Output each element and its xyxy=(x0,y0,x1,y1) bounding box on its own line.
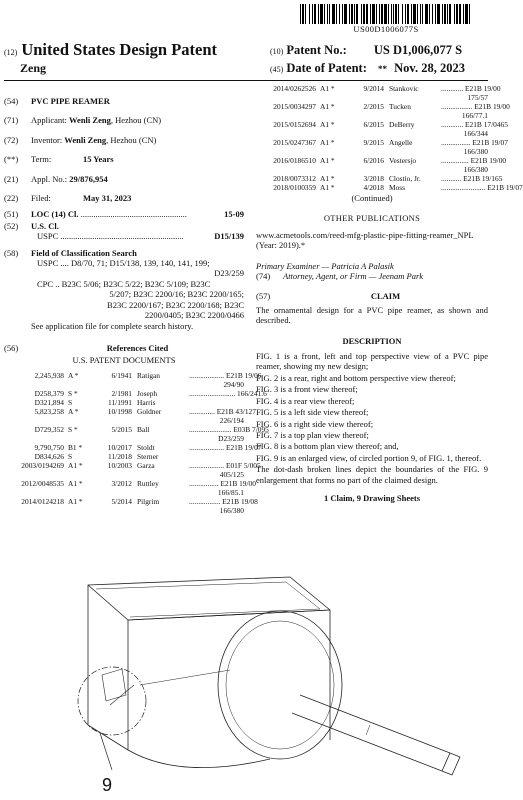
reference-class-continuation: 166/380 xyxy=(219,505,244,515)
barcode-bar xyxy=(314,4,316,24)
reference-kind: A1 * xyxy=(320,102,335,111)
barcode-bar xyxy=(391,4,392,24)
shaft-ring xyxy=(366,725,370,735)
description-line: FIG. 6 is a right side view thereof; xyxy=(256,418,374,429)
attorney-field: (74) Attorney, Agent, or Firm — Jeenam Park xyxy=(256,271,424,282)
barcode-bar xyxy=(329,4,330,24)
cutter-edge xyxy=(110,685,134,705)
reference-row xyxy=(4,496,258,506)
other-publications-heading: OTHER PUBLICATIONS xyxy=(323,213,421,224)
reference-number: 2003/0194269 xyxy=(21,460,64,470)
barcode-bar xyxy=(356,4,358,24)
reference-inventor: Clostio, Jr. xyxy=(389,174,421,183)
applicant-field: (71) Applicant: Wenli Zeng, Hezhou (CN) xyxy=(4,115,162,126)
reference-number: 2018/0100359 xyxy=(273,183,316,192)
reference-kind: A1 * xyxy=(68,460,83,470)
barcode-bar xyxy=(420,4,421,24)
continued-label: (Continued) xyxy=(351,193,393,203)
reference-row xyxy=(256,138,508,147)
reference-date: 5/2014 xyxy=(111,496,132,506)
reference-date: 10/1998 xyxy=(107,406,132,416)
reference-class-continuation: 175/57 xyxy=(467,93,488,102)
reference-class: ....................... E03B 7/095 xyxy=(189,424,269,434)
reference-date: 9/2014 xyxy=(363,84,384,93)
reference-class-continuation: 166/380 xyxy=(463,165,488,174)
reference-inventor: DeBerry xyxy=(389,120,415,129)
reference-class xyxy=(189,398,244,407)
cylinder-bottom-edge xyxy=(128,750,270,768)
cylinder-end xyxy=(218,611,342,759)
barcode-bar xyxy=(344,4,347,24)
barcode-bar xyxy=(354,4,355,24)
reference-class-continuation: 166/344 xyxy=(463,129,488,138)
barcode-bar xyxy=(405,4,406,24)
barcode-bar xyxy=(318,4,319,24)
reference-class-continuation: 405/125 xyxy=(219,469,244,479)
description-line: FIG. 5 is a left side view thereof; xyxy=(256,407,369,418)
reference-inventor: Pilgrim xyxy=(137,496,160,506)
reference-class: ......................... 166/241.6 xyxy=(189,388,267,398)
description-line: FIG. 3 is a front view thereof; xyxy=(256,384,358,395)
right-column xyxy=(256,84,523,503)
reference-row xyxy=(256,174,503,183)
reference-kind: A1 * xyxy=(320,138,335,147)
reference-inventor: Ratigan xyxy=(137,370,160,380)
patent-type-title: (12) United States Design Patent xyxy=(4,40,218,59)
barcode-bar xyxy=(463,4,464,24)
reference-class: ........................ E21B 19/07 xyxy=(441,183,523,192)
reference-number: 2012/0048535 xyxy=(21,478,64,488)
barcode-bar xyxy=(312,4,313,24)
reference-row xyxy=(4,452,244,461)
reference-number: 2015/0247367 xyxy=(273,138,316,147)
barcode-bar xyxy=(332,4,335,24)
reference-date: 3/2018 xyxy=(363,174,384,183)
barcode-bar xyxy=(384,4,387,24)
reference-row xyxy=(256,120,508,129)
reference-class: .............. E21B 43/127 xyxy=(189,406,256,416)
reference-kind: B1 * xyxy=(68,442,83,452)
reference-number: 2015/0034297 xyxy=(273,102,316,111)
barcode-bar xyxy=(413,4,416,24)
barcode-bar xyxy=(372,4,375,24)
reference-number: 2018/0073312 xyxy=(273,174,316,183)
reference-kind: A1 * xyxy=(320,183,335,192)
reference-inventor: Sterner xyxy=(137,451,159,461)
description-line: The dot-dash broken lines depict the boundaries of the FIG. 9 enlargement that forms no part of the claimed design. xyxy=(256,464,488,485)
reference-row xyxy=(256,156,507,165)
patent-number-line: (10) Patent No.: US D1,006,077 S xyxy=(270,43,463,57)
barcode-bar xyxy=(395,4,397,24)
reference-class: ............ E21B 19/00 xyxy=(441,84,501,93)
us-class-field: (52) U.S. Cl. xyxy=(4,220,59,231)
title-field: (54) PVC PIPE REAMER xyxy=(4,96,110,106)
barcode-bar xyxy=(363,4,365,24)
reference-number: 9,790,750 xyxy=(34,442,64,452)
reference-number: D834,626 xyxy=(34,451,64,461)
description-heading: DESCRIPTION xyxy=(342,335,402,346)
reference-date: 11/1991 xyxy=(108,397,132,407)
description-line: FIG. 9 is an enlarged view, of circled portion 9, of FIG. 1, thereof. xyxy=(256,452,482,463)
reference-row xyxy=(4,370,262,380)
right-references-list xyxy=(256,84,523,192)
references-cited-heading: (56) References Cited xyxy=(4,342,169,353)
reference-class-continuation: 166/85.1 xyxy=(217,487,244,497)
reference-class-continuation: 294/90 xyxy=(223,379,244,389)
barcode-bar xyxy=(398,4,399,24)
reference-row xyxy=(4,424,269,434)
application-number-field: (21) Appl. No.: 29/876,954 xyxy=(4,173,108,184)
reference-number: D321,894 xyxy=(34,397,64,407)
reference-class: ............ E21B 17/0465 xyxy=(441,120,508,129)
reference-date: 6/1941 xyxy=(111,370,132,380)
barcode-bar xyxy=(300,4,301,24)
barcode-bar xyxy=(411,4,412,24)
patent-drawing-fig1 xyxy=(30,565,488,795)
barcode-bar xyxy=(459,4,461,24)
block-front-edge xyxy=(128,610,330,740)
barcode-bar xyxy=(456,4,458,24)
reference-number: 2016/0186510 xyxy=(273,156,316,165)
reference-inventor: Ball xyxy=(137,424,150,434)
reference-row xyxy=(4,460,261,470)
other-publication-entry: www.acmetools.com/reed-mfg-plastic-pipe-fitting-reamer_NPL (Year: 2019).* xyxy=(256,229,474,251)
reference-kind: A1 * xyxy=(320,156,335,165)
reference-kind: A1 * xyxy=(320,84,335,93)
reference-inventor: Goldner xyxy=(137,406,162,416)
barcode-bar xyxy=(402,4,403,24)
reference-number: 2014/0262526 xyxy=(273,84,316,93)
reference-class: ........... E21B 19/165 xyxy=(441,174,503,183)
barcode-bar xyxy=(376,4,377,24)
reference-kind: S xyxy=(68,397,73,407)
date-of-patent-line: (45) Date of Patent: ** Nov. 28, 2023 xyxy=(270,61,465,75)
barcode-bar xyxy=(429,4,430,24)
barcode-bar xyxy=(393,4,394,24)
reference-inventor: Stoldt xyxy=(137,442,155,452)
reference-inventor: Moss xyxy=(389,183,406,192)
barcode-bar xyxy=(422,4,423,24)
reference-inventor: Garza xyxy=(137,460,155,470)
reference-kind: A1 * xyxy=(320,120,335,129)
reference-class-continuation: 166/77.1 xyxy=(461,111,488,120)
inventor-field: (72) Inventor: Wenli Zeng, Hezhou (CN) xyxy=(4,134,157,145)
reference-class: ................ E21B 19/00 xyxy=(189,478,256,488)
reference-class: ................. E21B 19/08 xyxy=(189,496,258,506)
reference-date: 5/2015 xyxy=(111,424,132,434)
reference-row xyxy=(4,478,256,488)
cylinder-end-inner xyxy=(226,621,334,749)
term-field: (**) Term: 15 Years xyxy=(4,154,114,165)
reference-kind: S * xyxy=(68,388,78,398)
claims-summary: 1 Claim, 9 Drawing Sheets xyxy=(323,492,421,503)
reference-inventor: Vestersjo xyxy=(389,156,417,165)
barcode-bar xyxy=(442,4,443,24)
reference-kind: S xyxy=(68,451,73,461)
block-left-face xyxy=(88,585,128,750)
reference-row xyxy=(4,442,262,452)
barcode-bar xyxy=(302,4,304,24)
barcode-bar xyxy=(417,4,418,24)
claim-text: The ornamental design for a PVC pipe reamer, as shown and described. xyxy=(256,304,488,326)
filed-field: (22) Filed: May 31, 2023 xyxy=(4,193,132,204)
reference-inventor: Harris xyxy=(137,397,156,407)
cylinder-mid-line xyxy=(140,670,230,685)
barcode-bar xyxy=(305,4,306,24)
description-line: FIG. 4 is a rear view thereof; xyxy=(256,395,355,406)
reference-date: 11/2018 xyxy=(108,451,132,461)
barcode-bar xyxy=(349,4,350,24)
reference-class xyxy=(189,452,244,461)
description-body xyxy=(256,351,488,485)
reference-class: ................. E21B 19/00 xyxy=(441,102,510,111)
reference-row xyxy=(256,84,501,93)
barcode-bar xyxy=(361,4,362,24)
reference-date: 4/2018 xyxy=(363,183,384,192)
reference-kind: A * xyxy=(68,406,79,416)
reference-kind: A * xyxy=(68,370,79,380)
patent-number: US D1,006,077 S xyxy=(373,43,463,57)
uspc-field: USPC .......................................................... D15/139 xyxy=(37,231,244,242)
barcode-bar xyxy=(339,4,340,24)
barcode-bar xyxy=(469,4,470,24)
fig9-callout-label: 9 xyxy=(102,775,113,795)
description-line: FIG. 2 is a rear, right and bottom perspective view thereof; xyxy=(256,372,456,383)
reference-class: ................... E21B 19/06 xyxy=(189,370,262,380)
barcode-bar xyxy=(454,4,455,24)
reference-inventor: Angelle xyxy=(389,138,413,147)
reference-date: 2/2015 xyxy=(363,102,384,111)
patent-barcode xyxy=(300,4,472,24)
description-line: FIG. 1 is a front, left and top perspective view of a PVC pipe reamer, showing my new design; xyxy=(256,351,488,372)
reference-row xyxy=(4,388,267,398)
barcode-bar xyxy=(336,4,337,24)
barcode-bar xyxy=(324,4,325,24)
barcode-bar xyxy=(407,4,409,24)
reference-class-continuation: D23/259 xyxy=(218,433,244,443)
reference-class-continuation: 166/380 xyxy=(463,147,488,156)
reference-inventor: Ruttley xyxy=(137,478,159,488)
barcode-bar xyxy=(309,4,310,24)
reference-number: D258,379 xyxy=(34,388,64,398)
reference-kind: A1 * xyxy=(68,496,83,506)
inventor-surname: Zeng xyxy=(20,61,47,75)
barcode-bar xyxy=(444,4,446,24)
us-patent-documents-heading: U.S. PATENT DOCUMENTS xyxy=(72,355,176,366)
description-line: FIG. 7 is a top plan view thereof; xyxy=(256,429,369,440)
reference-number: 5,823,258 xyxy=(34,406,64,416)
reference-row xyxy=(4,406,256,416)
barcode-bar xyxy=(379,4,380,24)
reference-date: 9/2015 xyxy=(363,138,384,147)
reference-kind: A1 * xyxy=(320,174,335,183)
reference-row xyxy=(256,183,523,192)
reference-class: ................ E21B 19/07 xyxy=(441,138,508,147)
barcode-bar xyxy=(447,4,448,24)
reference-class: ................... E01F 5/005 xyxy=(189,460,261,470)
header-rule xyxy=(4,80,488,81)
loc-class-field: (51) LOC (14) Cl. .................................................. 15-09 xyxy=(4,209,244,220)
barcode-bar xyxy=(449,4,451,24)
barcode-bar xyxy=(437,4,440,24)
reference-inventor: Tucken xyxy=(389,102,411,111)
barcode-bar xyxy=(342,4,343,24)
barcode-bar xyxy=(320,4,323,24)
reference-number: D729,352 xyxy=(34,424,64,434)
barcode-bar xyxy=(327,4,328,24)
reference-row xyxy=(256,102,510,111)
claim-heading: (57) CLAIM xyxy=(256,291,401,302)
reference-date: 10/2003 xyxy=(107,460,132,470)
reference-class-continuation: 226/194 xyxy=(219,415,244,425)
reference-number: 2014/0124218 xyxy=(21,496,64,506)
reference-row xyxy=(4,398,244,407)
reference-class: ................... E21B 19/07 xyxy=(189,442,262,452)
cutter-blade xyxy=(102,669,126,701)
barcode-bar xyxy=(388,4,389,24)
barcode-bar xyxy=(370,4,371,24)
left-references-list xyxy=(4,370,269,515)
reference-date: 6/2015 xyxy=(363,120,384,129)
primary-examiner: Primary Examiner — Patricia A Palasik xyxy=(256,260,394,271)
reference-date: 6/2016 xyxy=(363,156,384,165)
reference-kind: S * xyxy=(68,424,78,434)
left-column xyxy=(4,96,269,515)
barcode-bar xyxy=(366,4,368,24)
reference-date: 10/2017 xyxy=(107,442,132,452)
barcode-bar xyxy=(425,4,428,24)
reference-date: 3/2012 xyxy=(111,478,132,488)
document-number: US00D1006077S xyxy=(353,24,419,34)
barcode-bar xyxy=(465,4,468,24)
reference-number: 2,245,938 xyxy=(34,370,64,380)
barcode-bar xyxy=(381,4,383,24)
barcode-bar xyxy=(432,4,433,24)
barcode-bar xyxy=(435,4,436,24)
search-field-body: USPC .... D8/70, 71; D15/138, 139, 140, 141, 199; D23/259 CPC .. B23C 5/06; B23C 5/22; B23C 5/109; B23C 5/207; B23C 2200/16; B23C 2200/165; B23C 2200/167; B23C 2200/168; B23C 2200/0405; B23C 2200/0466 See application file for complete search history. xyxy=(31,258,244,331)
search-field-label: (58) Field of Classification Search xyxy=(4,247,137,258)
patent-date: Nov. 28, 2023 xyxy=(394,61,465,75)
barcode-bar xyxy=(351,4,353,24)
description-line: FIG. 8 is a bottom plan view thereof; and, xyxy=(256,441,399,452)
reference-date: 2/1981 xyxy=(111,388,132,398)
reference-kind: A1 * xyxy=(68,478,83,488)
reference-inventor: Stankovic xyxy=(389,84,419,93)
reference-inventor: Joseph xyxy=(137,388,158,398)
reference-class: ............... E21B 19/00 xyxy=(441,156,507,165)
reference-number: 2015/0152694 xyxy=(273,120,316,129)
